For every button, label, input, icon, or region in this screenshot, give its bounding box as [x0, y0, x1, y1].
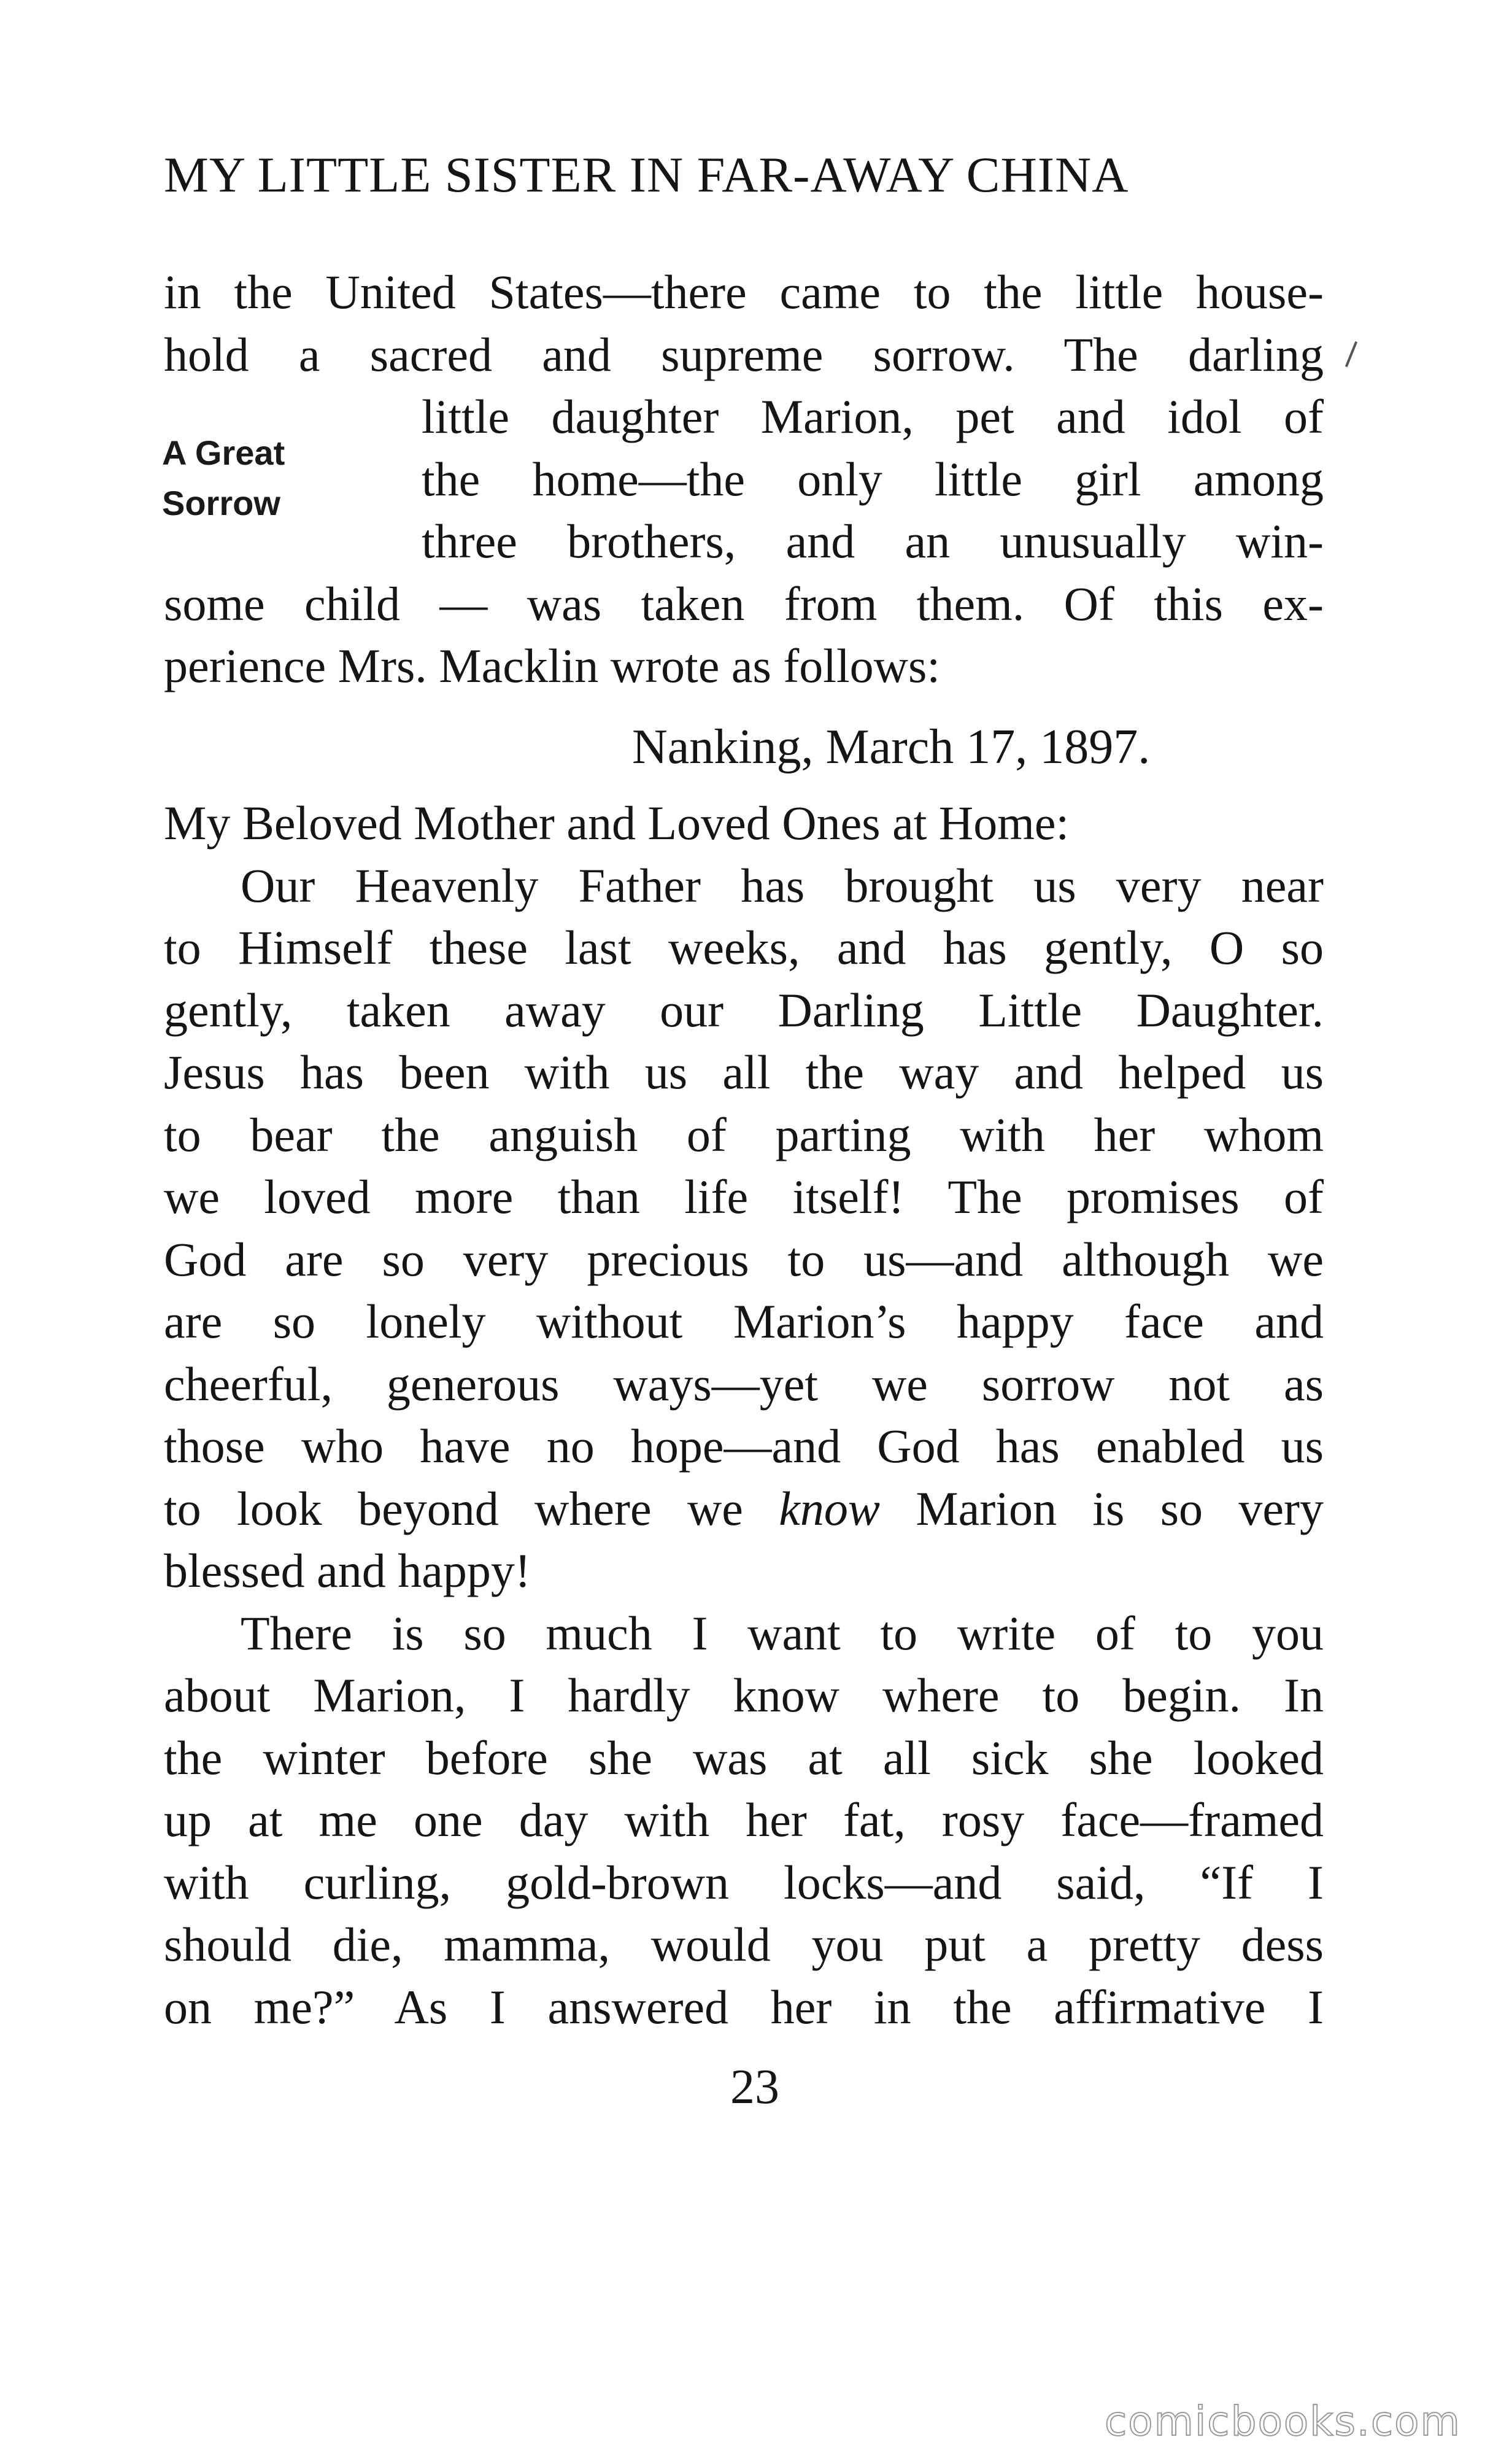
text-line: those who have no hope—and God has enabled us: [164, 1419, 1324, 1473]
text-line: are so lonely without Marion’s happy face and: [164, 1295, 1324, 1348]
text-line: [164, 1478, 1324, 1540]
margin-mark: [1345, 341, 1357, 367]
watermark-text: comicbooks.com: [1105, 2398, 1461, 2445]
text-line: we loved more than life itself! The promises of: [164, 1170, 1324, 1223]
text-line: God are so very precious to us—and although we: [164, 1232, 1324, 1286]
text-line: three brothers, and an unusually win-: [422, 514, 1324, 568]
side-heading-line-1: A Great: [162, 433, 285, 472]
intro-paragraph: [164, 261, 1324, 697]
text-line: the winter before she was at all sick she looked: [164, 1730, 1324, 1784]
text-line: little daughter Marion, pet and idol of: [422, 390, 1324, 443]
text-fragment: Marion is so very: [916, 1481, 1324, 1535]
text-line: to bear the anguish of parting with her whom: [164, 1107, 1324, 1161]
text-line: Jesus has been with us all the way and helped us: [164, 1045, 1324, 1099]
letter-dateline: Nanking, March 17, 1897.: [632, 720, 1151, 774]
text-line: on me?” As I answered her in the affirmative I: [164, 1980, 1324, 2034]
text-line: hold a sacred and supreme sorrow. The darling: [164, 327, 1324, 381]
text-line: cheerful, generous ways—yet we sorrow not as: [164, 1357, 1324, 1411]
text-line: up at me one day with her fat, rosy face—framed: [164, 1793, 1324, 1846]
text-fragment: to look beyond where we: [164, 1481, 743, 1535]
text-line: blessed and happy!: [164, 1544, 531, 1597]
text-line: There is so much I want to write of to you: [241, 1606, 1324, 1660]
text-line: about Marion, I hardly know where to begin. In: [164, 1668, 1324, 1722]
letter-body: [164, 792, 1324, 2038]
running-head: MY LITTLE SISTER IN FAR-AWAY CHINA: [164, 147, 1129, 203]
text-line: in the United States—there came to the little house-: [164, 265, 1324, 319]
text-line: gently, taken away our Darling Little Daughter.: [164, 983, 1324, 1037]
text-line: some child — was taken from them. Of this ex-: [164, 576, 1324, 630]
text-line: with curling, gold-brown locks—and said, “If I: [164, 1855, 1324, 1909]
page-number: 23: [730, 2060, 779, 2114]
text-line: should die, mamma, would you put a pretty dess: [164, 1918, 1324, 1971]
text-line: Our Heavenly Father has brought us very near: [241, 858, 1324, 912]
text-line: to Himself these last weeks, and has gently, O so: [164, 921, 1324, 974]
side-heading-line-2: Sorrow: [162, 484, 280, 522]
text-line: the home—the only little girl among: [422, 452, 1324, 506]
letter-salutation: My Beloved Mother and Loved Ones at Home:: [164, 796, 1070, 850]
emphasis-text: know: [779, 1481, 880, 1535]
text-line: perience Mrs. Macklin wrote as follows:: [164, 639, 940, 692]
